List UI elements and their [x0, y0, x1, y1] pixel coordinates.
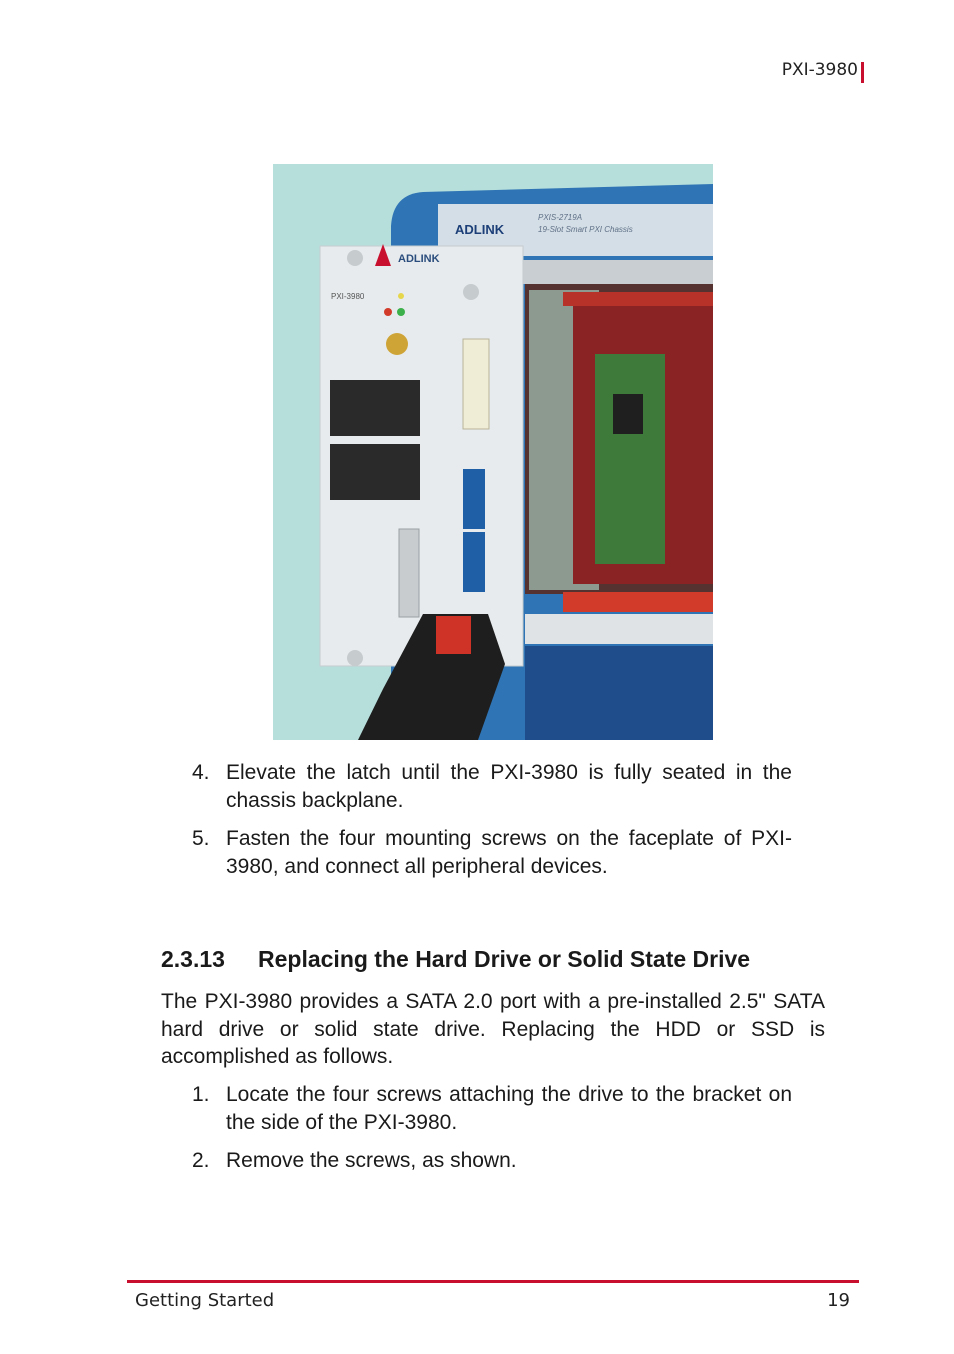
list-item-number: 4. [192, 761, 210, 784]
footer-chapter: Getting Started [135, 1290, 275, 1311]
header-accent-bar [861, 62, 864, 83]
section-paragraph: The PXI-3980 provides a SATA 2.0 port with a pre-installed 2.5" SATA hard drive or solid state drive. Replacing the HDD or SSD is accomplished as follows. [161, 990, 825, 1068]
list-item [192, 1081, 792, 1136]
list-item-text: Locate the four screws attaching the drive to the bracket on the side of the PXI-3980. [226, 1083, 792, 1134]
chassis-label-line1: PXIS-2719A [538, 213, 583, 222]
module-brand: ADLINK [398, 253, 440, 265]
module-installation-photo [273, 164, 713, 740]
list-item-number: 5. [192, 827, 210, 850]
section-heading [161, 946, 750, 973]
list-item [192, 759, 792, 814]
chassis-label-line2: 19-Slot Smart PXI Chassis [538, 225, 633, 234]
page-number: 19 [827, 1290, 850, 1311]
replacement-steps [192, 1081, 792, 1175]
header-title: PXI-3980 [781, 60, 858, 80]
chassis-brand: ADLINK [455, 222, 505, 237]
section-title: Replacing the Hard Drive or Solid State Drive [258, 946, 751, 972]
section-number: 2.3.13 [161, 946, 225, 972]
footer-rule [127, 1280, 859, 1283]
list-item [192, 1147, 792, 1175]
module-label: PXI-3980 [331, 292, 365, 301]
list-item-text: Elevate the latch until the PXI-3980 is fully seated in the chassis backplane. [226, 761, 792, 812]
list-item [192, 825, 792, 880]
list-item-number: 2. [192, 1149, 210, 1172]
photo-illustration [273, 164, 713, 740]
list-item-number: 1. [192, 1083, 210, 1106]
list-item-text: Remove the screws, as shown. [226, 1149, 517, 1172]
list-item-text: Fasten the four mounting screws on the faceplate of PXI-3980, and connect all peripheral devices. [226, 827, 792, 878]
installation-steps-continued [192, 759, 792, 880]
